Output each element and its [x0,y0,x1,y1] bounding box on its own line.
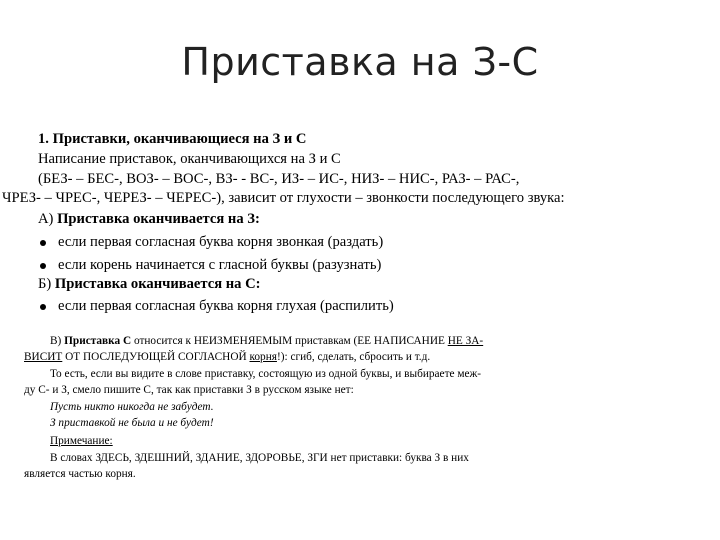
section-v-text-3: !): сгиб, сделать, сбросить и т.д. [276,351,431,363]
section-v-underline-2: ВИСИТ [24,351,63,363]
slide-title: Приставка на З-С [181,40,539,84]
section-b-bullet-1: если первая согласная буква корня глухая (распилить) [58,298,394,314]
doc-subheading: Написание приставок, оканчивающихся на З и С [38,151,341,167]
section-v-line-1 [50,334,483,348]
note-label: Примечание: [50,435,113,447]
heading-text: Приставки, оканчивающиеся на З и С [52,131,307,147]
prefix-pairs-line-2: ЧРЕЗ- – ЧРЕС-, ЧЕРЕЗ- – ЧЕРЕС-), зависит от глухости – звонкости последующего звука: [2,190,565,206]
scanned-document [0,126,720,486]
section-v-underline-3: корня [249,351,277,363]
section-v-paragraph-2-line-2: ду С- и З, смело пишите С, так как приставки З в русском языке нет: [24,384,354,396]
note-line-2: является частью корня. [24,468,136,480]
heading-number: 1. [38,131,49,147]
rhyme-line-1: Пусть никто никогда не забудет. [50,401,214,413]
section-a-prefix: А) [38,211,54,227]
note-line-1: В словах ЗДЕСЬ, ЗДЕШНИЙ, ЗДАНИЕ, ЗДОРОВЬЕ, ЗГИ нет приставки: буква З в них [50,452,469,464]
prefix-pairs-line: (БЕЗ- – БЕС-, ВОЗ- – ВОС-, ВЗ- - ВС-, ИЗ- – ИС-, НИЗ- – НИС-, РАЗ- – РАС-, [38,171,520,187]
section-v-text-2: ОТ ПОСЛЕДУЮЩЕЙ СОГЛАСНОЙ [62,351,250,363]
section-v-paragraph-2-line-1: То есть, если вы видите в слове приставку, состоящую из одной буквы, и выбираете меж- [50,368,482,380]
section-a-heading [38,210,260,228]
section-b-heading [38,275,261,293]
section-a-bullet-2: если корень начинается с гласной буквы (разузнать) [58,257,382,273]
section-b-prefix: Б) [38,276,52,292]
section-v-text-1: относится к НЕИЗМЕНЯЕМЫМ приставкам (ЕЕ НАПИСАНИЕ [131,335,448,347]
section-a-title: Приставка оканчивается на З: [57,211,260,227]
section-v-prefix: В) [50,335,62,347]
section-v-underline-1: НЕ ЗА- [447,335,484,347]
rhyme-line-2: З приставкой не была и не будет! [50,417,214,429]
section-v-bold: Приставка С [64,335,132,347]
bullet-icon [40,240,46,246]
bullet-icon [40,304,46,310]
section-a-bullet-1: если первая согласная буква корня звонкая (раздать) [58,234,384,250]
section-v-line-2 [24,350,430,364]
section-b-title: Приставка оканчивается на С: [54,276,261,292]
bullet-icon [40,263,46,269]
doc-heading [38,130,306,148]
